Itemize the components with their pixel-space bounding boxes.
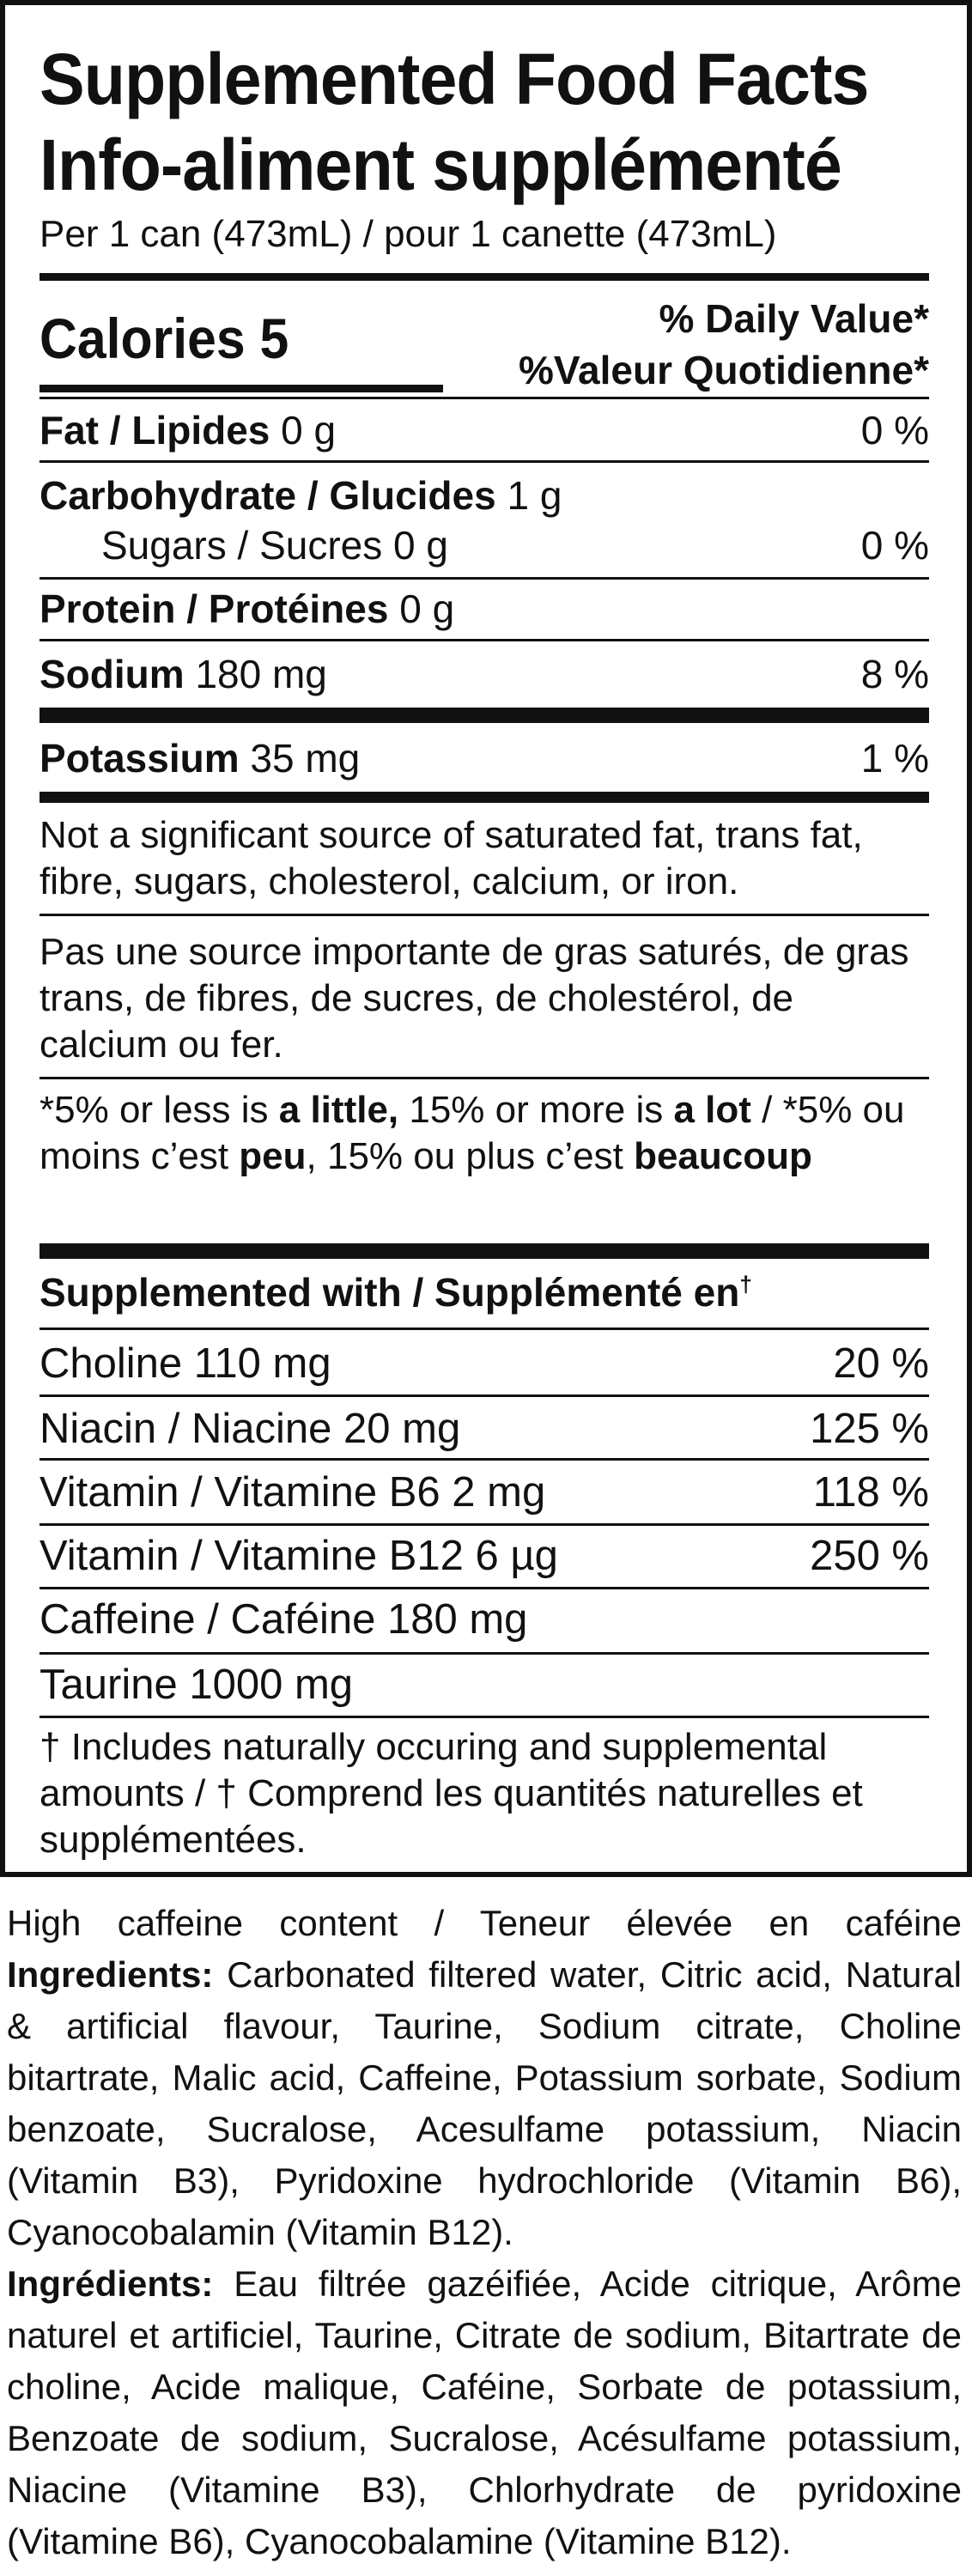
footnote-text: / *5% ou moins c’est bbox=[39, 1089, 905, 1177]
ingredients-section bbox=[7, 1898, 962, 2567]
footnote-emphasis: peu bbox=[239, 1135, 307, 1177]
high-caffeine-warning: High caffeine content / Teneur élevée en caféine bbox=[7, 1903, 962, 1943]
supplement-name: Choline 110 mg bbox=[39, 1340, 331, 1387]
divider bbox=[39, 1327, 929, 1330]
divider bbox=[39, 1523, 929, 1526]
divider bbox=[39, 639, 929, 641]
thick-rule bbox=[39, 273, 929, 281]
daily-value-footnote bbox=[39, 1087, 929, 1180]
nutrient-dv: 0 % bbox=[860, 523, 929, 568]
ingredients-label: Ingrédients: bbox=[7, 2263, 214, 2304]
nutrient-amount: 35 mg bbox=[239, 736, 361, 781]
nutrient-amount: 0 g bbox=[388, 586, 455, 631]
footnote-emphasis: a lot bbox=[673, 1089, 751, 1131]
supplemented-header bbox=[39, 1269, 929, 1315]
calories: Calories 5 bbox=[39, 307, 289, 370]
divider bbox=[39, 460, 929, 463]
divider bbox=[39, 397, 929, 399]
supplemented-title: Supplemented with / Supplémenté en bbox=[39, 1270, 740, 1315]
divider bbox=[39, 1587, 929, 1589]
supplement-row-choline bbox=[39, 1340, 929, 1388]
nutrient-dv: 0 % bbox=[860, 408, 929, 453]
footnote-text: , 15% ou plus c’est bbox=[306, 1135, 635, 1177]
divider bbox=[39, 577, 929, 580]
supplement-row-vitamin-b12 bbox=[39, 1532, 929, 1580]
thick-rule bbox=[39, 1243, 929, 1259]
title-french: Info-aliment supplémenté bbox=[39, 125, 841, 205]
nutrient-row-fat bbox=[39, 407, 929, 453]
thick-rule bbox=[39, 708, 929, 723]
nutrient-row-sugars bbox=[101, 522, 929, 568]
nutrient-amount: 0 g bbox=[382, 523, 448, 568]
ingredients-label: Ingredients: bbox=[7, 1954, 214, 1995]
supplement-name: Caffeine / Caféine 180 mg bbox=[39, 1596, 528, 1643]
supplement-name: Taurine 1000 mg bbox=[39, 1662, 354, 1708]
supplement-name: Vitamin / Vitamine B6 2 mg bbox=[39, 1469, 546, 1516]
supplement-dv: 118 % bbox=[812, 1469, 929, 1516]
nutrient-amount: 1 g bbox=[495, 473, 562, 518]
daily-value-heading-en: % Daily Value* bbox=[659, 296, 929, 341]
supplement-row-vitamin-b6 bbox=[39, 1468, 929, 1516]
supplement-dv: 20 % bbox=[833, 1340, 929, 1387]
thick-rule bbox=[39, 792, 929, 803]
supplement-dv: 125 % bbox=[810, 1406, 929, 1452]
supplement-dv: 250 % bbox=[810, 1533, 929, 1579]
nutrient-amount: 0 g bbox=[270, 408, 337, 453]
divider bbox=[39, 914, 929, 916]
nutrient-dv: 1 % bbox=[860, 736, 929, 781]
calories-rule bbox=[39, 385, 443, 392]
supplement-name: Niacin / Niacine 20 mg bbox=[39, 1406, 461, 1452]
nutrient-row-potassium bbox=[39, 735, 929, 781]
divider bbox=[39, 1394, 929, 1397]
divider bbox=[39, 1652, 929, 1655]
divider bbox=[39, 1716, 929, 1718]
ingredients-list: Carbonated filtered water, Citric acid, Natural & artificial flavour, Taurine, Sodium citrate, Choline bitartrate, Malic acid, Caffeine, Potassium sorbate, Sodium benzoate, Sucralose, Acesulfame potassium, Niacin (Vitamin B3), Pyridoxine hydrochloride (Vitamin B6), Cyanocobalamin (Vitamin B12). bbox=[7, 1954, 962, 2252]
supplement-row-taurine bbox=[39, 1661, 929, 1709]
divider bbox=[39, 1077, 929, 1079]
nutrient-name: Potassium bbox=[39, 736, 240, 781]
supplement-row-niacin bbox=[39, 1405, 929, 1453]
nutrient-row-protein bbox=[39, 586, 929, 632]
divider bbox=[39, 1458, 929, 1461]
ingredients-english bbox=[7, 1949, 962, 2258]
nutrient-name: Protein / Protéines bbox=[39, 586, 389, 631]
nutrient-row-carbohydrate bbox=[39, 472, 929, 519]
nutrient-name: Sugars / Sucres bbox=[101, 523, 383, 568]
nutrient-row-sodium bbox=[39, 651, 929, 697]
footnote-text: *5% or less is bbox=[39, 1089, 279, 1131]
daily-value-heading-fr: %Valeur Quotidienne* bbox=[519, 348, 929, 392]
ingredients-list: Eau filtrée gazéifiée, Acide citrique, Arôme naturel et artificiel, Taurine, Citrate de sodium, Bitartrate de choline, Acide malique, Caféine, Sorbate de potassium, Benzoate de sodium, Sucralose, Acésulfame potassium, Niacine (Vitamine B3), Chlorhydrate de pyridoxine (Vitamine B6), Cyanocobalamine (Vitamine B12). bbox=[7, 2263, 962, 2561]
title-english: Supplemented Food Facts bbox=[39, 39, 869, 119]
dagger-mark: † bbox=[739, 1271, 752, 1297]
nutrient-dv: 8 % bbox=[860, 652, 929, 696]
supplement-row-caffeine bbox=[39, 1595, 929, 1643]
not-significant-note-en: Not a significant source of saturated fat, trans fat, fibre, sugars, cholesterol, calcium, or iron. bbox=[39, 814, 863, 902]
ingredients-french bbox=[7, 2258, 962, 2567]
nutrient-name: Carbohydrate / Glucides bbox=[39, 473, 496, 518]
dagger-footnote: † Includes naturally occuring and supplemental amounts / † Comprend les quantités naturelles et supplémentées. bbox=[39, 1726, 863, 1861]
serving-size: Per 1 can (473mL) / pour 1 canette (473mL) bbox=[39, 213, 777, 255]
nutrient-name: Fat / Lipides bbox=[39, 408, 270, 453]
not-significant-note-fr: Pas une source importante de gras saturés, de gras trans, de fibres, de sucres, de cholestérol, de calcium ou fer. bbox=[39, 931, 909, 1066]
footnote-emphasis: beaucoup bbox=[634, 1135, 812, 1177]
footnote-emphasis: a little, bbox=[278, 1089, 399, 1131]
nutrient-name: Sodium bbox=[39, 652, 185, 696]
footnote-text: 15% or more is bbox=[398, 1089, 674, 1131]
supplement-name: Vitamin / Vitamine B12 6 µg bbox=[39, 1533, 558, 1579]
nutrient-amount: 180 mg bbox=[184, 652, 327, 696]
